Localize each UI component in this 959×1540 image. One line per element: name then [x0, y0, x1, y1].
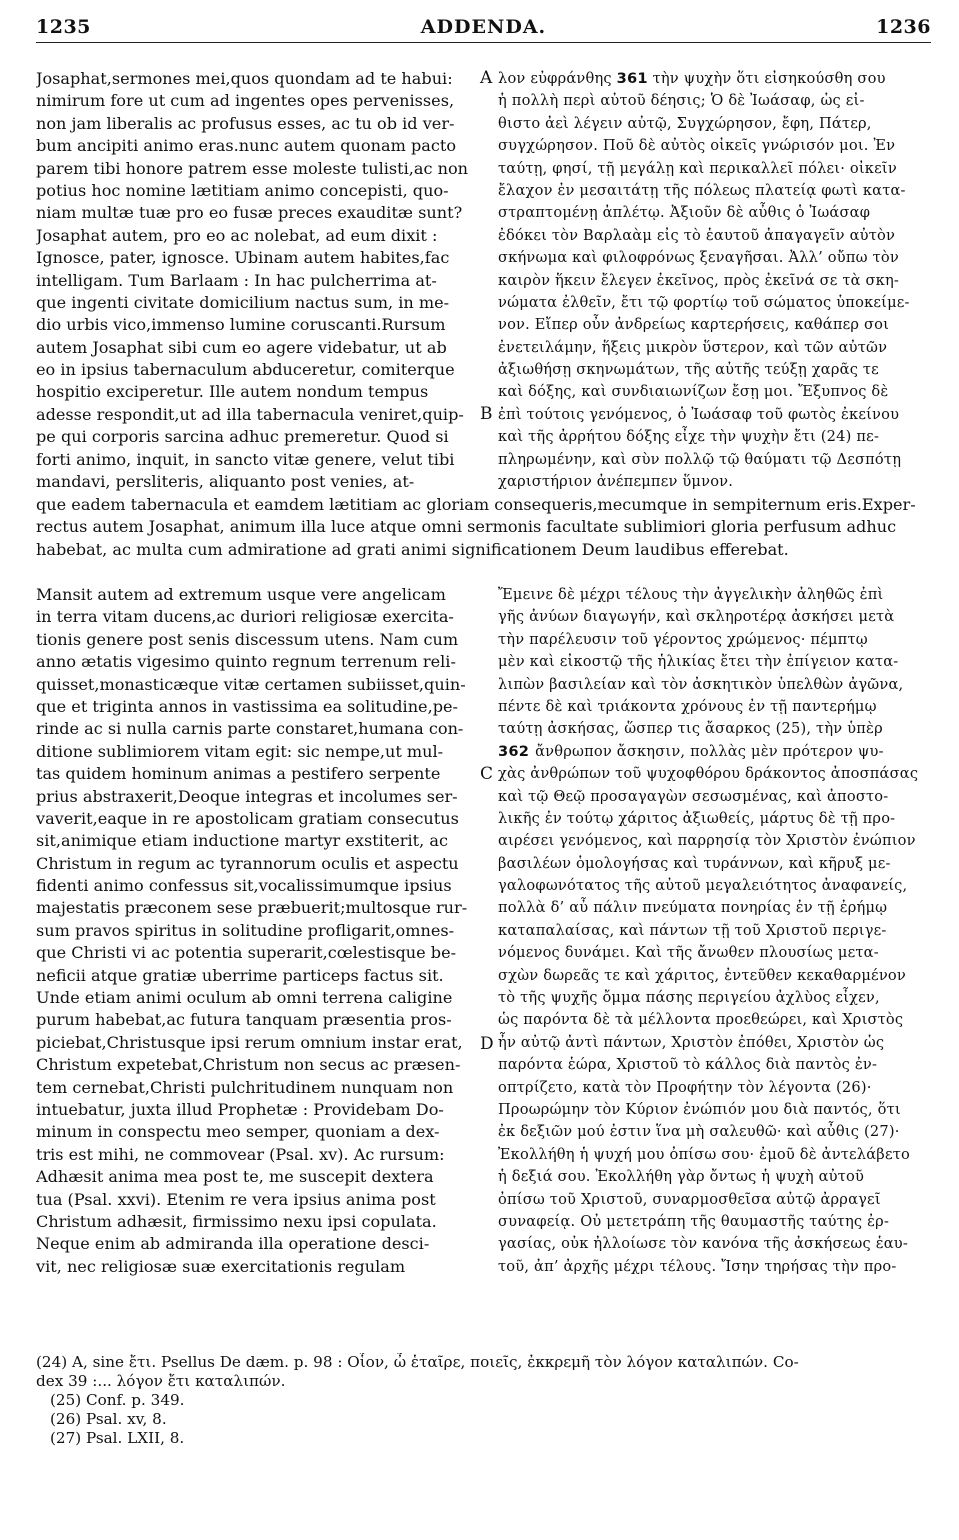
text-line: πληρωμένην, καὶ σὺν πολλῷ τῷ θαύματι τῷ Δεσπότῃ [498, 450, 902, 468]
text-line: ἐδόκει τὸν Βαρλαὰμ εἰς τὸ ἑαυτοῦ ἀπαγαγεῖν αὐτὸν [498, 226, 896, 244]
text-line: rinde ac si nulla carnis parte constaret,humana con- [36, 719, 464, 739]
greek-line: καταπαλαίσας, καὶ πάντων τῇ τοῦ Χριστοῦ περιγε- [498, 921, 887, 939]
greek-line: τὴν παρέλευσιν τοῦ γέροντος χρώμενος· πέμπτῳ [498, 630, 868, 648]
text-line: vit, nec religiosæ suæ exercitationis regulam [36, 1256, 406, 1276]
text-line: tas quidem hominum animas a pestifero serpente [36, 764, 441, 784]
greek-line: καὶ τῷ Θεῷ προσαγαγὼν σεσωσμένας, καὶ ἀποστο- [498, 787, 889, 805]
text-line: pe qui corporis sarcina adhuc premeretur. Quod si [36, 427, 449, 447]
greek-line: ὀπίσω τοῦ Χριστοῦ, συναρμοσθεῖσα αὐτῷ ἀρραγεῖ [498, 1190, 881, 1208]
text-line: que Christi vi ac potentia superarit,cœlestisque be- [36, 943, 457, 963]
greek-line: λιπὼν βασιλείαν καὶ τὸν ἀσκητικὸν ὑπελθὼν ἀγῶνα, [498, 675, 904, 693]
greek-line: χὰς ἀνθρώπων τοῦ ψυχοφθόρου δράκοντος ἀποσπάσας [498, 765, 919, 783]
text-line: habebat, ac multa cum admiratione ad grati animi significationem Deum laudibus efferebat. [36, 539, 789, 559]
text-line: non jam liberalis ac profusus esses, ac tu ob id ver- [36, 113, 455, 133]
text-line: intelligam. Tum Barlaam : In hac pulcherrima at- [36, 270, 437, 290]
margin-marker-b: B [480, 404, 493, 424]
running-header [36, 8, 931, 43]
text-line: καιρὸν ἥκειν ἔλεγεν ἐκεῖνος, πρὸς ἐκεῖνά σε τὰ σκη- [498, 271, 900, 289]
text-line: potius hoc nomine lætitiam animo concepisti, quo- [36, 180, 449, 200]
text-line: καὶ δόξης, καὶ συνδιαιωνίζων ἔσῃ μοι. Ἔξυπνος δὲ [498, 383, 889, 401]
greek-page-number-362: 362 [498, 742, 530, 760]
text-line: parem tibi honore patrem esse moleste tulisti,ac non [36, 158, 469, 178]
greek-line-text: ἄνθρωπον ἄσκησιν, πολλὰς μὲν πρότερον ψυ- [535, 742, 884, 760]
text-line: forti animo, inquit, in sancto vitæ genere, velut tibi [36, 449, 455, 469]
text-line: purum habebat,ac futura tanquam præsentia pros- [36, 1010, 452, 1030]
text-line: νώματα ἐλθεῖν, ἔτι τῷ φορτίῳ τοῦ σώματος ὑποκείμε- [498, 293, 910, 311]
text-line: Christum adhæsit, firmissimo nexu ipsi copulata. [36, 1211, 437, 1231]
greek-line: σχὼν δωρεᾶς τε καὶ χάριτος, ἐντεῦθεν κεκαθαρμένον [498, 966, 906, 984]
text-line: minum in conspectu meo semper, quoniam a dex- [36, 1122, 440, 1142]
margin-marker-c: C [480, 764, 494, 784]
greek-line: γασίας, οὐκ ἠλλοίωσε τὸν κανόνα τῆς ἀσκήσεως ἑαυ- [498, 1235, 909, 1253]
footnotes [36, 1353, 936, 1448]
running-title: ADDENDA. [420, 16, 547, 38]
footnote-line: (25) Conf. p. 349. [50, 1391, 185, 1409]
text-line: anno ætatis vigesimo quinto regnum terrenum reli- [36, 652, 456, 672]
text-line: bum ancipiti animo eras.nunc autem quonam pacto [36, 136, 457, 156]
text-line: rectus autem Josaphat, animum illa luce atque omni sermonis facultate sublimiori gloria perfusum adhuc [36, 517, 897, 537]
text-line: fidenti animo confessus sit,vocalissimumque ipsius [36, 876, 452, 896]
greek-line: γαλοφωνότατος τῆς αὐτοῦ μεγαλειότητος ἀναφανείς, [498, 877, 908, 895]
text-line: tem cernebat,Christi pulchritudinem nunquam non [36, 1077, 454, 1097]
text-line: piciebat,Christusque ipsi rerum omnium instar erat, [36, 1032, 463, 1052]
greek-line: ταύτῃ ἀσκήσας, ὥσπερ τις ἄσαρκος (25), τὴν ὑπὲρ [498, 720, 883, 738]
greek-column-top [498, 68, 934, 493]
text-line: quisset,monasticæque vitæ certamen subiisset,quin- [36, 674, 466, 694]
text-line: mandavi, persliteris, aliquanto post venies, at- [36, 472, 415, 492]
greek-line: τὸ τῆς ψυχῆς ὄμμα πάσης περιγείου ἀχλὺος εἶχεν, [498, 989, 880, 1007]
text-line: prius abstraxerit,Deoque integras et incolumes ser- [36, 786, 458, 806]
text-line: συγχώρησον. Ποῦ δὲ αὐτὸς οἰκεῖς γνώρισόν μοι. Ἐν [498, 137, 896, 155]
greek-line: μὲν καὶ εἰκοστῷ τῆς ἡλικίας ἔτει τὴν ἐπίγειον κατα- [498, 653, 899, 671]
text-line: Adhæsit anima mea post te, me suscepit dextera [36, 1167, 434, 1187]
spanning-text [36, 494, 934, 561]
text-line: στραπτομένῃ ἀπλέτῳ. Ἀξιοῦν δὲ αὖθις ὁ Ἰωάσαφ [498, 204, 871, 222]
greek-line-text: τὴν ψυχὴν ὅτι εἰσηκούσθη σου [652, 70, 886, 87]
text-line: Josaphat autem, pro eo ac nolebat, ad eum dixit : [36, 225, 438, 245]
latin-column-top [36, 68, 476, 493]
footnote-line: (24) A, sine ἔτι. Psellus De dæm. p. 98 : Οἷον, ὦ ἑταῖρε, ποιεῖς, ἐκκρεμῆ τὸν λόγον καταλιπών. Co- [36, 1353, 799, 1371]
text-line: in terra vitam ducens,ac duriori religiosæ exercita- [36, 607, 454, 627]
latin-column-bottom [36, 584, 476, 1278]
greek-line: Ἔμεινε δὲ μέχρι τέλους τὴν ἀγγελικὴν ἀληθῶς ἐπὶ [498, 586, 884, 603]
text-line: autem Josaphat sibi cum eo agere videbatur, ut ab [36, 337, 447, 357]
text-line: ἡ πολλὴ περὶ αὐτοῦ δέησις; Ὁ δὲ Ἰωάσαφ, ὡς εἰ- [498, 92, 865, 110]
text-line: niam multæ tuæ pro eo fusæ preces exauditæ sunt? [36, 203, 463, 223]
greek-line [498, 68, 934, 90]
greek-line: συναφείᾳ. Οὐ μετετράπη τῆς θαυμαστῆς ταύτης ἐρ- [498, 1212, 890, 1230]
text-line: ditione sublimiorem vitam egit: sic nempe,ut mul- [36, 741, 444, 761]
text-line: Christum expetebat,Christum non secus ac præsen- [36, 1055, 461, 1075]
text-line: Unde etiam animi oculum ab omni terrena caligine [36, 988, 453, 1008]
greek-line: πολλὰ δ’ αὖ πάλιν πνεύματα πονηρίας ἐν τῇ ἐρήμῳ [498, 899, 888, 917]
text-line: que et triginta annos in vastissima ea solitudine,pe- [36, 696, 458, 716]
text-line: nimirum fore ut cum ad ingentes opes pervenisses, [36, 91, 455, 111]
greek-line: οπτρίζετο, κατὰ τὸν Προφήτην τὸν λέγοντα (26)· [498, 1078, 872, 1096]
greek-page-number-361: 361 [616, 70, 648, 87]
text-line: tris est mihi, ne commovear (Psal. xv). Ac rursum: [36, 1144, 445, 1164]
text-line: ἀξιωθήσῃ σκηνωμάτων, τῆς αὐτῆς τεύξῃ χαρᾶς τε [498, 361, 879, 379]
text-line: Mansit autem ad extremum usque vere angelicam [36, 585, 446, 604]
greek-line: γῆς ἀνύων διαγωγήν, καὶ σκληροτέρᾳ ἀσκήσει μετὰ [498, 608, 895, 626]
text-line: tionis genere post senis discessum utens. Nam cum [36, 629, 459, 649]
greek-line: παρόντα ἑώρα, Χριστοῦ τὸ κάλλος διὰ παντὸς ἐν- [498, 1056, 878, 1074]
footnote-line: dex 39 :... λόγον ἔτι καταλιπών. [36, 1372, 286, 1390]
text-line: eo in ipsius tabernaculum abduceretur, comiterque [36, 360, 455, 380]
margin-marker-d: D [480, 1034, 494, 1054]
text-line: Christum in regum ac tyrannorum oculis et aspectu [36, 853, 459, 873]
greek-line: νόμενος δυνάμει. Καὶ τῆς ἄνωθεν πλουσίως μετα- [498, 944, 879, 962]
greek-line: Προωρώμην τὸν Κύριον ἐνώπιόν μου διὰ παντός, ὅτι [498, 1100, 901, 1118]
text-line: ἐνετειλάμην, ἥξεις μικρὸν ὕστερον, καὶ τῶν αὐτῶν [498, 338, 888, 356]
greek-line: Ἐκολλήθη ἡ ψυχή μου ὀπίσω σου· ἐμοῦ δὲ ἀντελάβετο [498, 1145, 910, 1163]
greek-line: αιρέσει γενόμενος, καὶ παρρησίᾳ τὸν Χριστὸν ἐνώπιον [498, 832, 916, 850]
footnote-line: (27) Psal. LXII, 8. [50, 1429, 185, 1447]
text-line: adesse respondit,ut ad illa tabernacula veniret,quip- [36, 404, 464, 424]
greek-line: πέντε δὲ καὶ τριάκοντα χρόνους ἐν τῇ παντερήμῳ [498, 697, 877, 715]
text-line: ἔλαχον ἐν μεσαιτάτῃ τῆς πόλεως πλατείᾳ φωτὶ κατα- [498, 181, 906, 199]
greek-line: ἦν αὐτῷ ἀντὶ πάντων, Χριστὸν ἐπόθει, Χριστὸν ὡς [498, 1033, 885, 1051]
text-line: majestatis præconem sese præbuerit;multosque rur- [36, 898, 468, 918]
text-line: dio urbis vico,immenso lumine coruscanti.Rursum [36, 315, 446, 335]
text-line: neficii atque gratiæ uberrime particeps factus sit. [36, 965, 444, 985]
footnote-line: (26) Psal. xv, 8. [50, 1410, 167, 1428]
text-line: χαριστήριον ἀνέπεμπεν ὕμνον. [498, 473, 734, 491]
text-line: que eadem tabernacula et eamdem lætitiam ac gloriam consequeris,mecumque in sempiternum eris.Exper- [36, 495, 916, 514]
text-line: tua (Psal. xxvi). Etenim re vera ipsius anima post [36, 1189, 436, 1209]
text-line: Ignosce, pater, ignosce. Ubinam autem habites,fac [36, 248, 450, 268]
text-line: Neque enim ab admiranda illa operatione desci- [36, 1234, 430, 1254]
text-line: intuebatur, juxta illud Prophetæ : Providebam Do- [36, 1099, 444, 1119]
greek-line-text: λον εὐφράνθης [498, 70, 612, 87]
left-page-number: 1235 [36, 16, 91, 38]
text-line: ἐπὶ τούτοις γενόμενος, ὁ Ἰωάσαφ τοῦ φωτὸς ἐκείνου [498, 405, 900, 423]
greek-line: ἐκ δεξιῶν μού ἐστιν ἵνα μὴ σαλευθῶ· καὶ αὖθις (27)· [498, 1123, 900, 1141]
text-line: vaverit,eaque in re apostolicam gratiam consecutus [36, 808, 459, 828]
greek-line: ὡς παρόντα δὲ τὰ μέλλοντα προεθεώρει, καὶ Χριστὸς [498, 1011, 904, 1029]
greek-line: βασιλέων ὁμολογήσας καὶ τυράννων, καὶ κῆρυξ με- [498, 854, 891, 872]
text-line: hospitio exciperetur. Ille autem nondum tempus [36, 382, 429, 402]
text-line: sit,animique etiam inductione martyr exstiterit, ac [36, 831, 448, 851]
text-line: sum pravos spiritus in solitudine profligarit,omnes- [36, 920, 455, 940]
greek-line: τοῦ, ἀπ’ ἀρχῆς μέχρι τέλους. Ἴσην τηρήσας τὴν προ- [498, 1257, 897, 1275]
margin-marker-a: A [480, 68, 493, 88]
text-line: θιστο ἀεὶ λέγειν αὐτῷ, Συγχώρησον, ἔφη, Πάτερ, [498, 114, 872, 132]
right-page-number: 1236 [876, 16, 931, 38]
text-line: σκήνωμα καὶ φιλοφρόνως ξεναγῆσαι. Ἀλλ’ οὔπω τὸν [498, 249, 899, 267]
text-line: ταύτῃ, φησί, τῇ μεγάλῃ καὶ περικαλλεῖ πόλει· οἰκεῖν [498, 159, 897, 177]
text-line: νον. Εἴπερ οὖν ἀνδρείως καρτερήσεις, καθάπερ σοι [498, 316, 890, 334]
greek-line [498, 741, 934, 763]
text-line: Josaphat,sermones mei,quos quondam ad te habui: [36, 69, 453, 88]
text-line: καὶ τῆς ἀρρήτου δόξης εἶχε τὴν ψυχὴν ἔτι (24) πε- [498, 428, 880, 446]
greek-column-bottom [498, 584, 934, 1278]
greek-line: ἡ δεξιά σου. Ἐκολλήθη γὰρ ὄντως ἡ ψυχὴ αὐτοῦ [498, 1168, 865, 1186]
greek-line: λικῆς ἐν τούτῳ χάριτος ἀξιωθείς, μάρτυς δὲ τῇ προ- [498, 809, 896, 827]
text-line: que ingenti civitate domicilium nactus sum, in me- [36, 292, 450, 312]
